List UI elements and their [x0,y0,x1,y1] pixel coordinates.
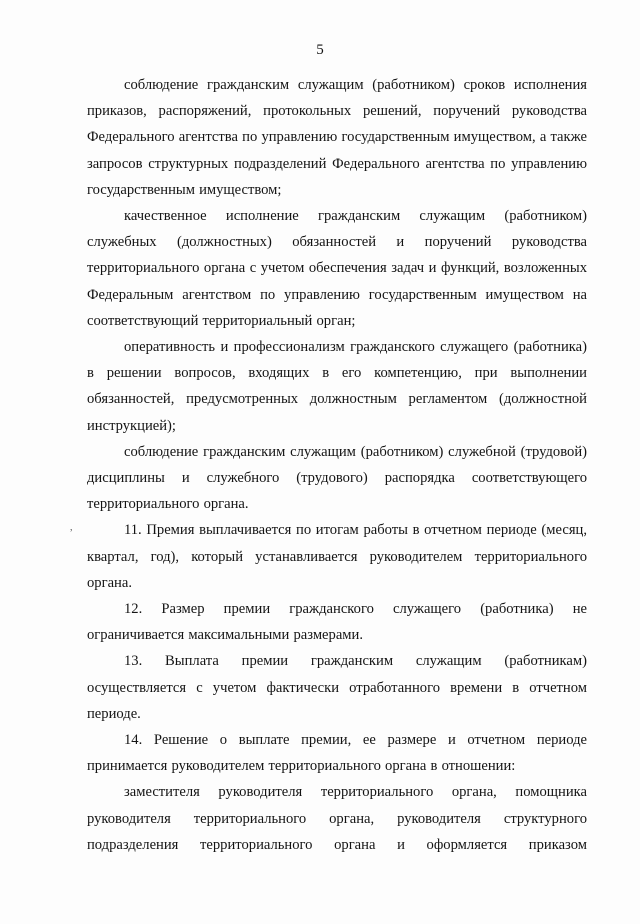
paragraph-item-11: 11. Премия выплачивается по итогам работы в отчетном периоде (месяц, квартал, год), который устанавливается руководителем территориального органа. [87,522,587,591]
document-body [87,72,587,858]
scan-speck: , [70,522,73,533]
paragraph-item-12: 12. Размер премии гражданского служащего (работника) не ограничивается максимальными размерами. [87,601,587,644]
paragraph-discipline: соблюдение гражданским служащим (работником) служебной (трудовой) дисциплины и служебного (трудового) распорядка соответствующего территориального органа. [87,443,587,513]
paragraph-compliance-deadlines: соблюдение гражданским служащим (работником) сроков исполнения приказов, распоряжений, протокольных решений, поручений руководства Федерального агентства по управлению государственным имуществом, а также запросов структурных подразделений Федерального агентства по управлению государственным имуществом; [87,77,587,198]
page-number: 5 [316,42,324,58]
paragraph-item-13: 13. Выплата премии гражданским служащим (работникам) осуществляется с учетом фактически отработанного времени в отчетном периоде. [87,653,587,722]
paragraph-efficiency: оперативность и профессионализм гражданского служащего (работника) в решении вопросов, входящих в его компетенцию, при выполнении обязанностей, предусмотренных должностным регламентом (должностной инструкцией); [87,339,587,434]
paragraph-item-14: 14. Решение о выплате премии, ее размере и отчетном периоде принимается руководителем территориального органа в отношении: [87,732,587,775]
paragraph-deputy-head: заместителя руководителя территориального органа, помощника руководителя территориального органа, руководителя структурного подразделения территориального органа и оформляется приказом [87,784,587,853]
paragraph-quality-execution: качественное исполнение гражданским служащим (работником) служебных (должностных) обязанностей и поручений руководства территориального органа с учетом обеспечения задач и функций, возложенных Федеральным агентством по управлению государственным имуществом на соответствующий территориальный орган; [87,208,587,329]
